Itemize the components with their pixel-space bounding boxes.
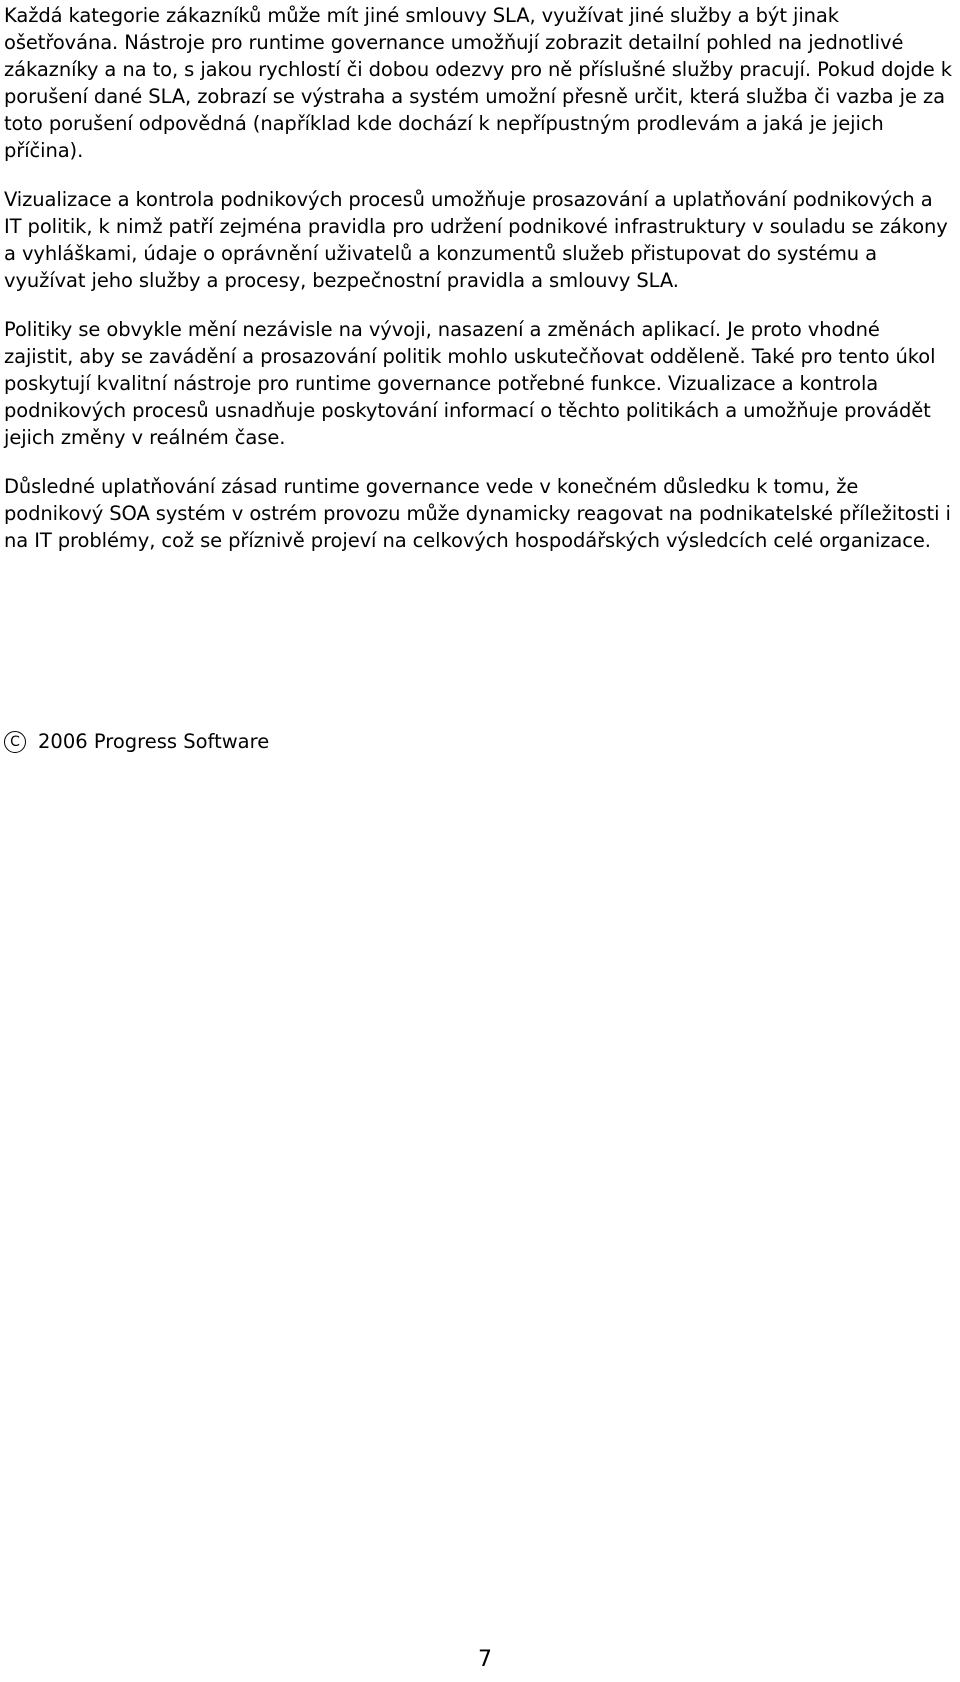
copyright-text: 2006 Progress Software	[38, 730, 270, 753]
paragraph-runtime-governance: Důsledné uplatňování zásad runtime governance vede v konečném důsledku k tomu, že podnikový SOA systém v ostrém provozu může dynamicky reagovat na podnikatelské příležitosti i na IT problémy, což se příznivě projeví na celkových hospodářských výsledcích celé organizace.	[4, 475, 951, 552]
paragraph-customer-sla: Každá kategorie zákazníků může mít jiné smlouvy SLA, využívat jiné služby a být jinak ošetřována. Nástroje pro runtime governance umožňují zobrazit detailní pohled na jednotlivé zákazníky a na to, s jakou rychlostí či dobou odezvy pro ně příslušné služby pracují. Pokud dojde k porušení dané SLA, zobrazí se výstraha a systém umožní přesně určit, která služba či vazba je za toto porušení odpovědná (například kde dochází k nepřípustným prodlevám a jaká je jejich příčina).	[4, 4, 952, 162]
paragraph-policies: Politiky se obvykle mění nezávisle na vývoji, nasazení a změnách aplikací. Je proto vhodné zajistit, aby se zavádění a prosazování politik mohlo uskutečňovat odděleně. Také pro tento úkol poskytují kvalitní nástroje pro runtime governance potřebné funkce. Vizualizace a kontrola podnikových procesů usnadňuje poskytování informací o těchto politikách a umožňuje provádět jejich změny v reálném čase.	[4, 318, 936, 449]
paragraph-process-visualization: Vizualizace a kontrola podnikových procesů umožňuje prosazování a uplatňování podnikových a IT politik, k nimž patří zejména pravidla pro udržení podnikové infrastruktury v souladu se zákony a vyhláškami, údaje o oprávnění uživatelů a konzumentů služeb přistupovat do systému a využívat jeho služby a procesy, bezpečnostní pravidla a smlouvy SLA.	[4, 188, 948, 292]
copyright-line	[4, 728, 269, 755]
page-number: 7	[478, 1647, 492, 1672]
document-body	[4, 2, 954, 576]
copyright-icon: C	[4, 731, 26, 753]
